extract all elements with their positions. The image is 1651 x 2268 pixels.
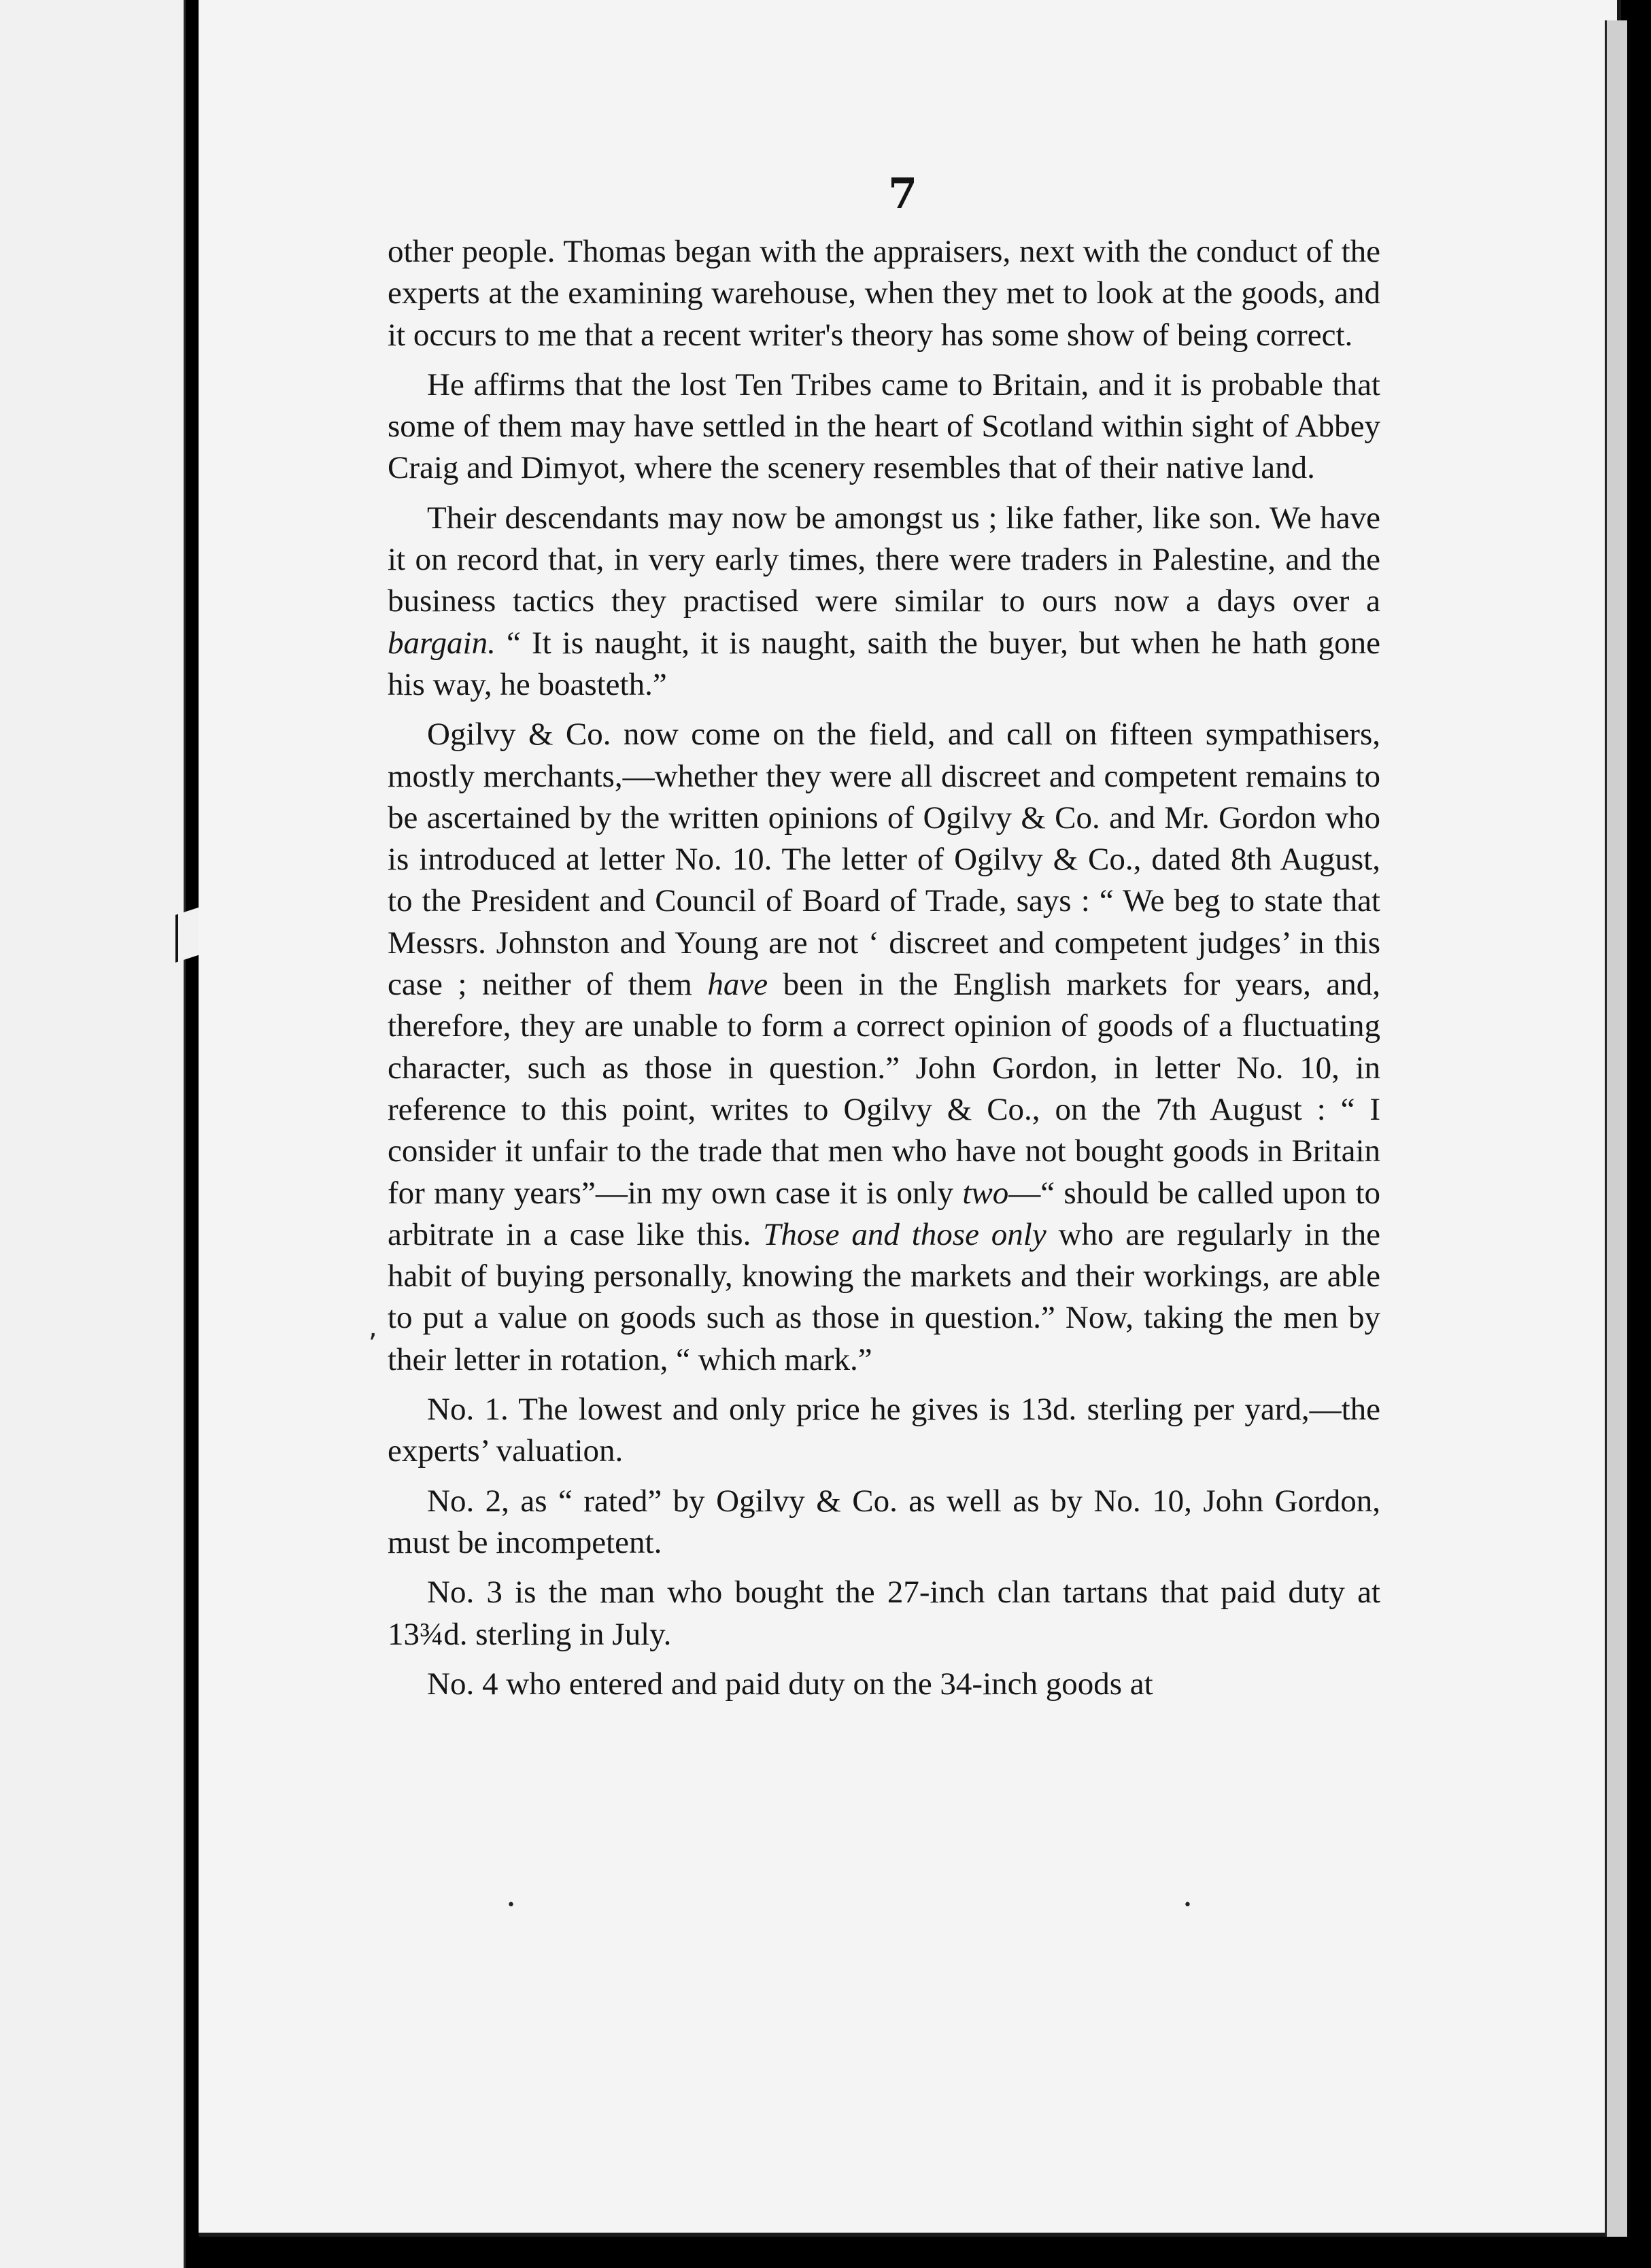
page-number: 7 [888, 169, 918, 218]
paragraph: No. 2, as “ rated” by Ogilvy & Co. as well as by No. 10, John Gordon, must be incompetent. [388, 1483, 1380, 1560]
page-stack-edge [1605, 20, 1627, 2237]
italic-word: bargain. [388, 625, 496, 661]
paragraph-text: who are regularly in the habit of buying personally, knowing the markets and their workings, are able to put a value on goods such as those in question.” Now, taking the men by their letter in rotation, “ which mark.” [388, 1216, 1381, 1377]
paragraph: No. 3 is the man who bought the 27-inch clan tartans that paid duty at 13¾d. sterling in July. [388, 1575, 1380, 1652]
facing-page-edge [0, 0, 186, 2268]
ink-speck: • [507, 1897, 515, 1914]
paragraph-text: Ogilvy & Co. now come on the field, and call on fifteen sympathisers, mostly merchants,—whether they were all discreet and competent remains to be ascertained by the written opinions of Ogilvy & Co. and Mr. Gordon who is introduced at letter No. 10. The letter of Ogilvy & Co., dated 8th August, to the President and Council of Board of Trade, says : “ We beg to state that Messrs. Johnston and Young are not ‘ discreet and competent judges’ in this case ; neither of them [388, 717, 1380, 1003]
paragraph: No. 1. The lowest and only price he gives is 13d. sterling per yard,—the experts’ valuation. [388, 1392, 1380, 1469]
paragraph [388, 498, 1380, 706]
italic-word: have [707, 967, 768, 1003]
page-fold [175, 907, 200, 963]
body-text [388, 231, 1380, 1713]
paragraph-text: Their descendants may now be amongst us ; like father, like son. We have it on record that, in very early times, there were traders in Palestine, and the business tactics they practised were similar to ours now a days over a [388, 500, 1380, 619]
ink-speck: • [1183, 1897, 1192, 1914]
italic-word: two [962, 1175, 1009, 1211]
ink-speck: , [369, 1312, 377, 1343]
paragraph [388, 714, 1380, 1381]
paragraph-text: —“ should be called upon to arbitrate in a case like this. [388, 1175, 1381, 1252]
paragraph: No. 4 who entered and paid duty on the 34-inch goods at [427, 1666, 1153, 1702]
paragraph: other people. Thomas began with the appraisers, next with the conduct of the experts at the examining warehouse, when they met to look at the goods, and it occurs to me that a recent writer's theory has some show of being correct. [388, 234, 1380, 353]
paragraph: He affirms that the lost Ten Tribes came to Britain, and it is probable that some of them may have settled in the heart of Scotland within sight of Abbey Craig and Dimyot, where the scenery resembles that of their native land. [388, 366, 1380, 486]
paragraph-text: been in the English markets for years, and, therefore, they are unable to form a correct opinion of goods of a fluctuating character, such as those in question.” John Gordon, in letter No. 10, in reference to this point, writes to Ogilvy & Co., on the 7th August : “ I consider it unfair to the trade that men who have not bought goods in Britain for many years”—in my own case it is only [388, 967, 1380, 1211]
quotation: “ It is naught, it is naught, saith the buyer, but when he hath gone his way, he boasteth.” [388, 625, 1380, 702]
italic-phrase: Those and those only [763, 1216, 1046, 1252]
